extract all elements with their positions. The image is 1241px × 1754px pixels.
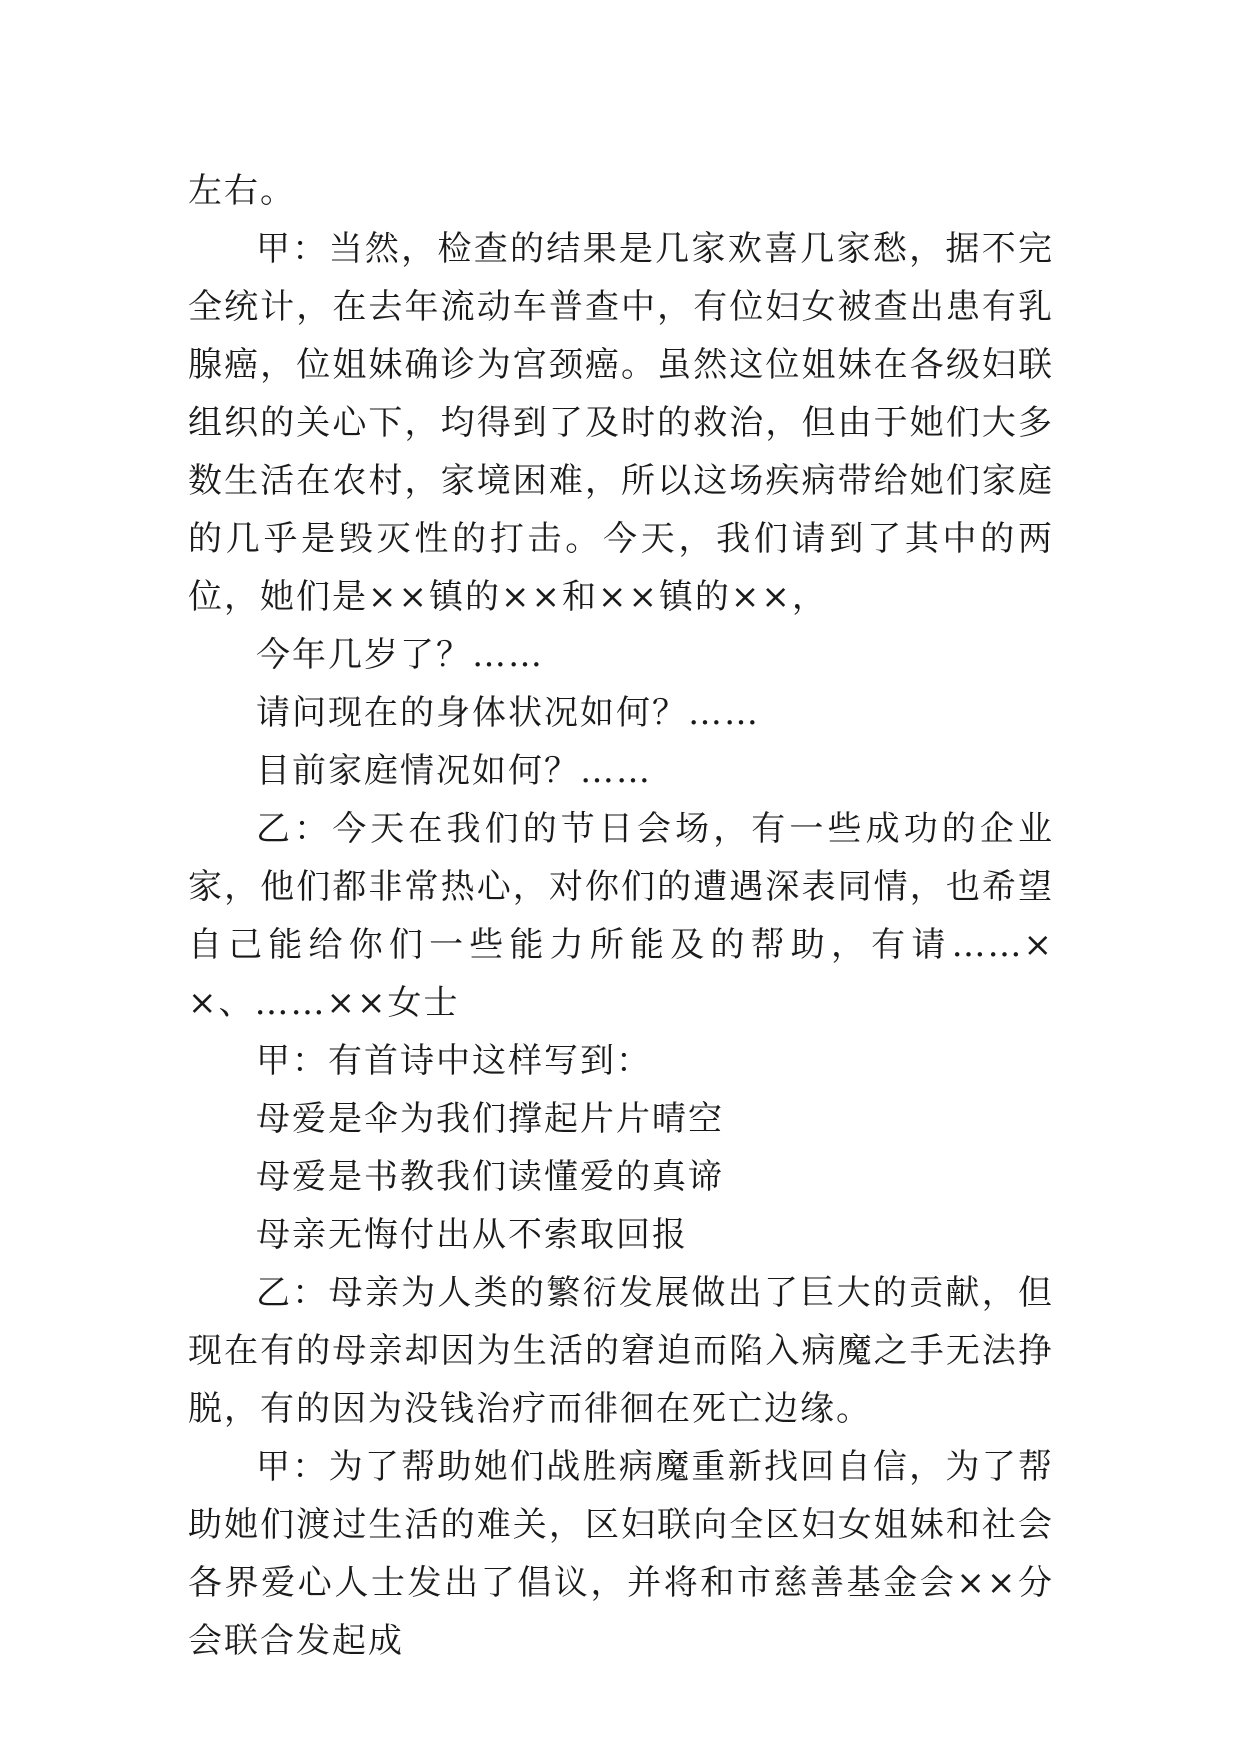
poem-line: 母爱是书教我们读懂爱的真谛 bbox=[256, 1157, 724, 1197]
paragraph: 乙：母亲为人类的繁衍发展做出了巨大的贡献，但现在有的母亲却因为生活的窘迫而陷入病魔之手无法挣脱，有的因为没钱治疗而徘徊在死亡边缘。 bbox=[188, 1273, 1054, 1429]
paragraph: 请问现在的身体状况如何？…… bbox=[256, 693, 760, 733]
paragraph: 左右。 bbox=[188, 171, 296, 211]
paragraph: 甲：当然，检查的结果是几家欢喜几家愁，据不完全统计，在去年流动车普查中，有位妇女被查出患有乳腺癌，位姐妹确诊为宫颈癌。虽然这位姐妹在各级妇联组织的关心下，均得到了及时的救治，但由于她们大多数生活在农村，家境困难，所以这场疾病带给她们家庭的几乎是毁灭性的打击。今天，我们请到了其中的两位，她们是××镇的××和××镇的××， bbox=[188, 229, 1054, 617]
paragraph: 乙：今天在我们的节日会场，有一些成功的企业家，他们都非常热心，对你们的遭遇深表同情，也希望自己能给你们一些能力所能及的帮助，有请……××、……××女士 bbox=[188, 809, 1054, 1023]
paragraph: 今年几岁了？…… bbox=[256, 635, 544, 675]
poem-line: 母亲无悔付出从不索取回报 bbox=[256, 1215, 688, 1255]
paragraph: 目前家庭情况如何？…… bbox=[256, 751, 652, 791]
poem-line: 母爱是伞为我们撑起片片晴空 bbox=[256, 1099, 724, 1139]
paragraph: 甲：有首诗中这样写到： bbox=[256, 1041, 652, 1081]
paragraph: 甲：为了帮助她们战胜病魔重新找回自信，为了帮助她们渡过生活的难关，区妇联向全区妇女姐妹和社会各界爱心人士发出了倡议，并将和市慈善基金会××分会联合发起成 bbox=[188, 1447, 1054, 1661]
document-body bbox=[188, 162, 1054, 1670]
